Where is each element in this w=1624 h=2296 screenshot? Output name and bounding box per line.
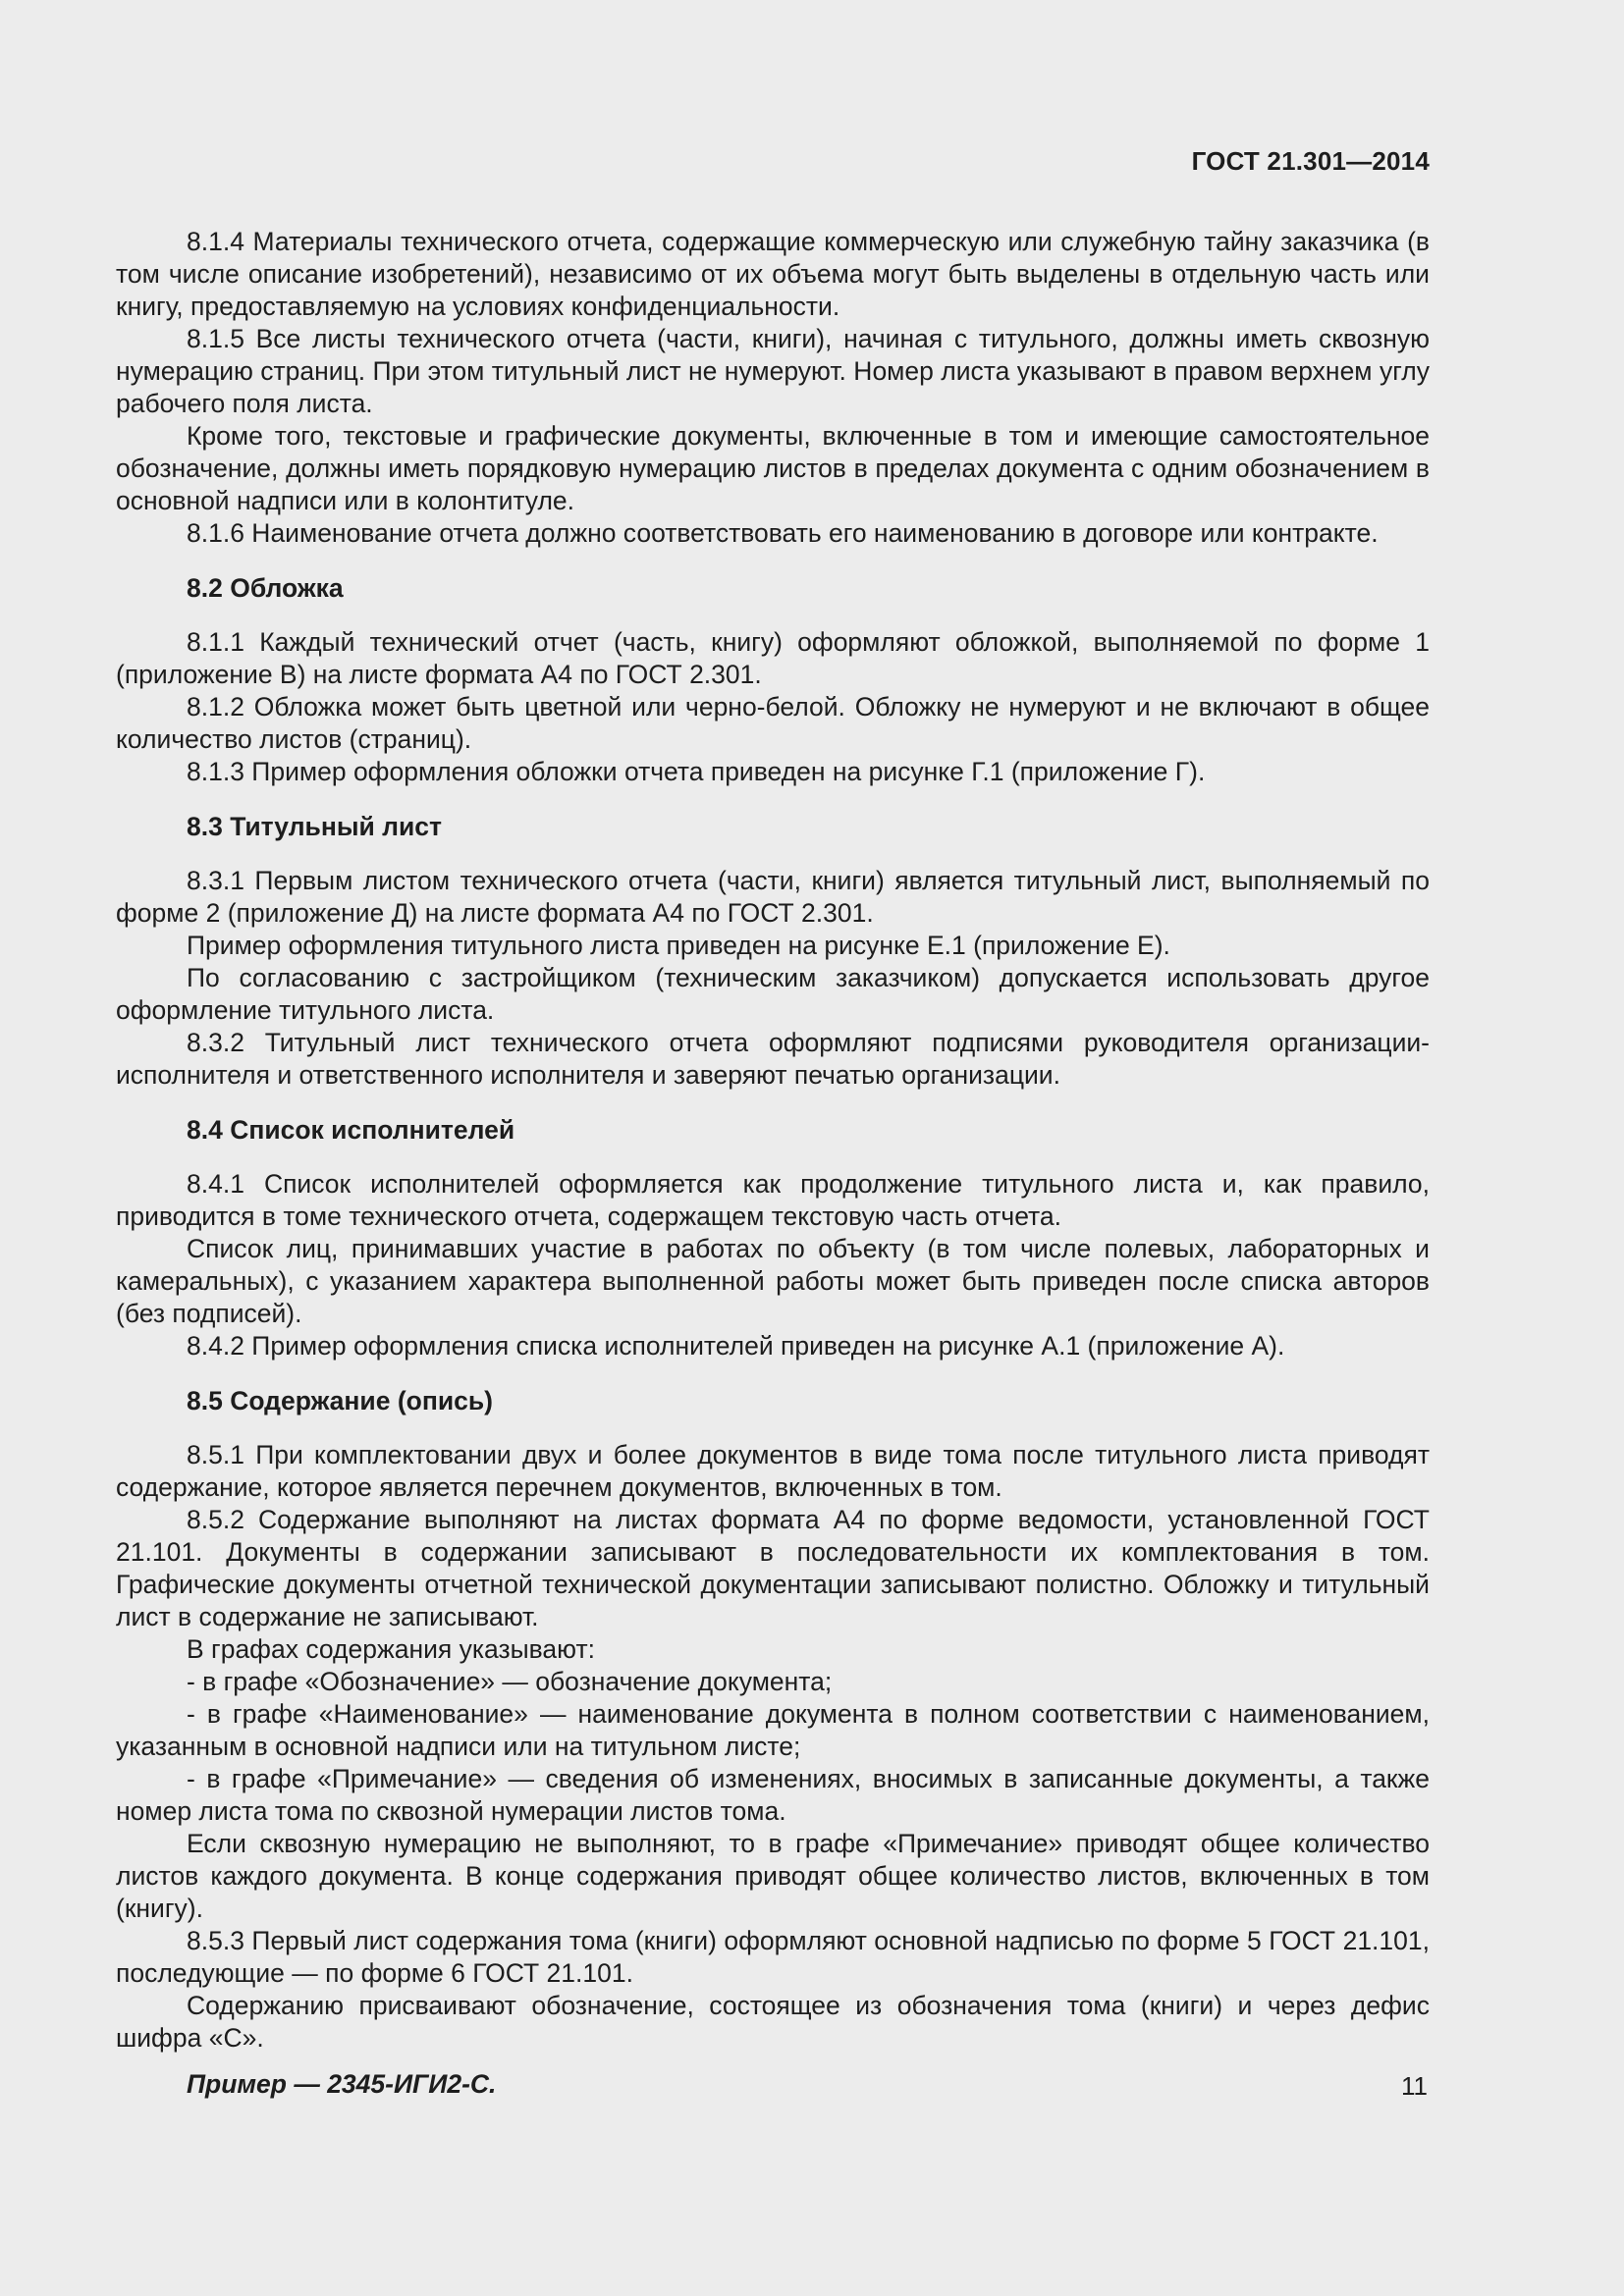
paragraph: 8.1.6 Наименование отчета должно соответствовать его наименованию в договоре или контракте. xyxy=(187,518,1379,548)
document-header: ГОСТ 21.301—2014 xyxy=(1191,146,1430,176)
page-number: 11 xyxy=(1401,2071,1428,2101)
paragraph: 8.3.1 Первым листом технического отчета (части, книги) является титульный лист, выполняемый по форме 2 (приложение Д) на листе формата А4 по ГОСТ 2.301. xyxy=(116,866,1430,928)
paragraph: 8.4.2 Пример оформления списка исполнителей приведен на рисунке А.1 (приложение А). xyxy=(187,1331,1285,1361)
paragraph: 8.1.5 Все листы технического отчета (части, книги), начиная с титульного, должны иметь сквозную нумерацию страниц. При этом титульный лист не нумеруют. Номер листа указывают в правом верхнем углу рабочего поля листа. xyxy=(116,324,1430,418)
list-item: - в графе «Наименование» — наименование документа в полном соответствии с наименованием, указанным в основной надписи или на титульном листе; xyxy=(116,1699,1430,1761)
section-heading-8-4: 8.4 Список исполнителей xyxy=(187,1115,515,1145)
paragraph: 8.1.1 Каждый технический отчет (часть, книгу) оформляют обложкой, выполняемой по форме 1 (приложение В) на листе формата А4 по ГОСТ 2.301. xyxy=(116,627,1430,689)
document-body xyxy=(116,226,1430,2101)
section-heading-8-3: 8.3 Титульный лист xyxy=(187,812,442,841)
paragraph: Содержанию присваивают обозначение, состоящее из обозначения тома (книги) и через дефис шифра «С». xyxy=(116,1991,1430,2053)
section-heading-8-5: 8.5 Содержание (опись) xyxy=(187,1386,493,1415)
paragraph: 8.3.2 Титульный лист технического отчета оформляют подписями руководителя организации-исполнителя и ответственного исполнителя и заверяют печатью организации. xyxy=(116,1028,1430,1090)
paragraph: 8.5.2 Содержание выполняют на листах формата А4 по форме ведомости, установленной ГОСТ 21.101. Документы в содержании записывают в последовательности их комплектования в том. Графические документы отчетной технической документации записывают полистно. Обложку и титульный лист в содержание не записывают. xyxy=(116,1505,1430,1631)
paragraph: 8.5.1 При комплектовании двух и более документов в виде тома после титульного листа приводят содержание, которое является перечнем документов, включенных в том. xyxy=(116,1440,1430,1502)
paragraph: 8.5.3 Первый лист содержания тома (книги) оформляют основной надписью по форме 5 ГОСТ 21.101, последующие — по форме 6 ГОСТ 21.101. xyxy=(116,1926,1430,1988)
paragraph: Пример оформления титульного листа приведен на рисунке Е.1 (приложение Е). xyxy=(187,931,1170,960)
paragraph: В графах содержания указывают: xyxy=(187,1634,595,1664)
paragraph: Кроме того, текстовые и графические документы, включенные в том и имеющие самостоятельное обозначение, должны иметь порядковую нумерацию листов в пределах документа с одним обозначением в основной надписи или в колонтитуле. xyxy=(116,421,1430,515)
example-note: Пример — 2345-ИГИ2-С. xyxy=(187,2069,497,2099)
paragraph: 8.1.4 Материалы технического отчета, содержащие коммерческую или служебную тайну заказчика (в том числе описание изобретений), независимо от их объема могут быть выделены в отдельную часть или книгу, предоставляемую на условиях конфиденциальности. xyxy=(116,227,1430,321)
list-item: - в графе «Примечание» — сведения об изменениях, вносимых в записанные документы, а также номер листа тома по сквозной нумерации листов тома. xyxy=(116,1764,1430,1826)
paragraph: По согласованию с застройщиком (техническим заказчиком) допускается использовать другое оформление титульного листа. xyxy=(116,963,1430,1025)
paragraph: Если сквозную нумерацию не выполняют, то в графе «Примечание» приводят общее количество листов каждого документа. В конце содержания приводят общее количество листов, включенных в том (книгу). xyxy=(116,1829,1430,1923)
section-heading-8-2: 8.2 Обложка xyxy=(187,573,344,603)
paragraph: 8.1.2 Обложка может быть цветной или черно-белой. Обложку не нумеруют и не включают в общее количество листов (страниц). xyxy=(116,692,1430,754)
paragraph: Список лиц, принимавших участие в работах по объекту (в том числе полевых, лабораторных и камеральных), с указанием характера выполненной работы может быть приведен после списка авторов (без подписей). xyxy=(116,1234,1430,1328)
list-item: - в графе «Обозначение» — обозначение документа; xyxy=(187,1667,833,1696)
paragraph: 8.1.3 Пример оформления обложки отчета приведен на рисунке Г.1 (приложение Г). xyxy=(187,757,1206,786)
paragraph: 8.4.1 Список исполнителей оформляется как продолжение титульного листа и, как правило, приводится в томе технического отчета, содержащем текстовую часть отчета. xyxy=(116,1169,1430,1231)
